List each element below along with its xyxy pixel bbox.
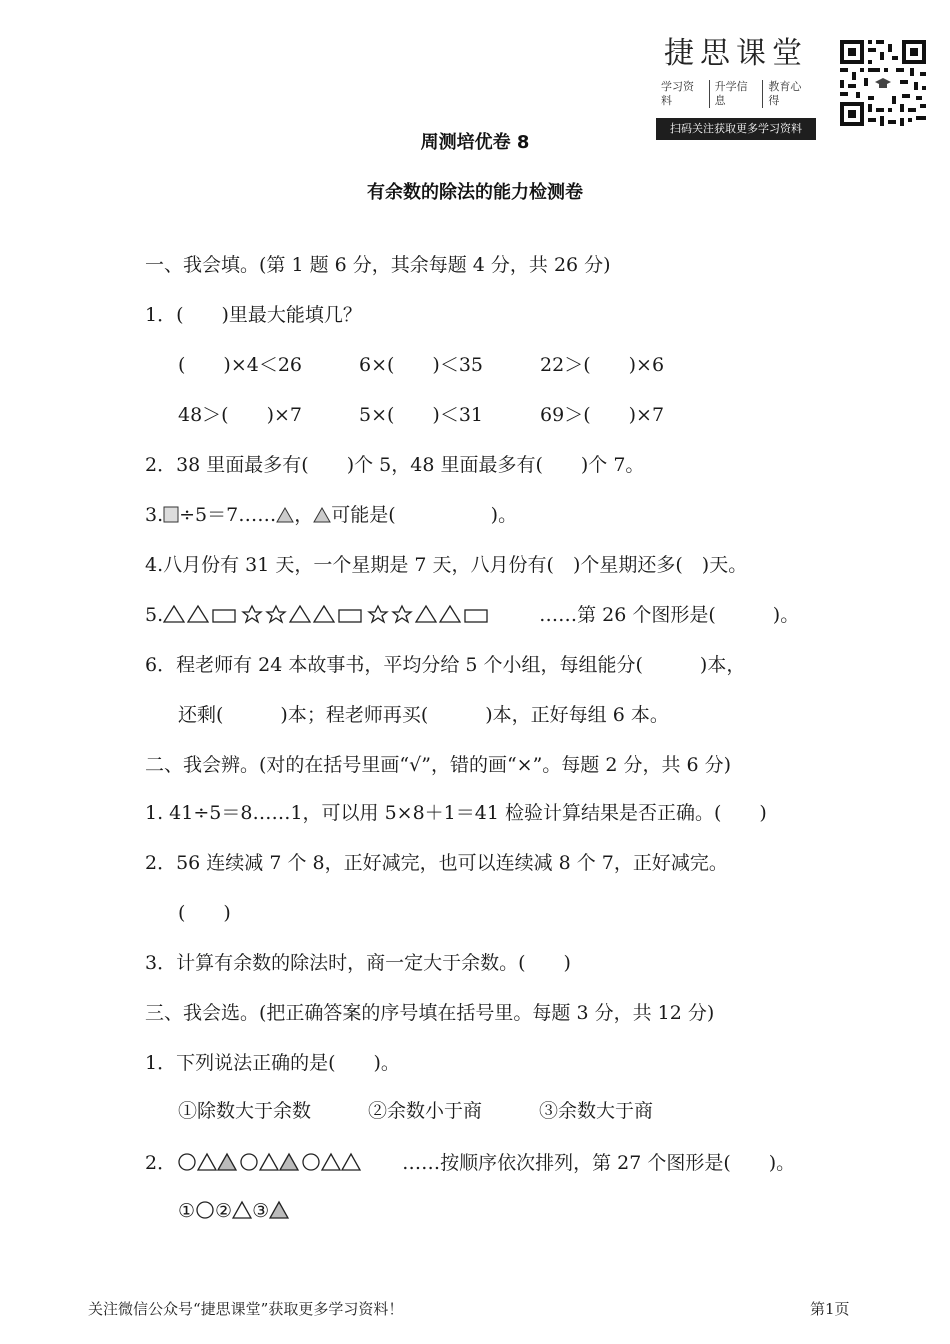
question-text: ÷5＝7…… xyxy=(179,504,277,526)
question-line: 2．56 连续减 7 个 8，正好减完，也可以连续减 8 个 7，正好减完。 xyxy=(145,852,728,874)
question-line: ( ) xyxy=(178,902,231,924)
question-text: ……按顺序依次排列，第 27 个图形是( )。 xyxy=(402,1152,796,1174)
brand-tag: 教育心得 xyxy=(768,80,802,107)
dotted-triangle-icon xyxy=(276,506,294,524)
question-line: ( )×4＜26 6×( )＜35 22＞( )×6 xyxy=(178,354,665,376)
question-line: 1．( )里最大能填几？ xyxy=(145,304,362,326)
dotted-triangle-icon xyxy=(313,506,331,524)
question-line: 6．程老师有 24 本故事书，平均分给 5 个小组，每组能分( )本， xyxy=(145,654,746,676)
question-line: 2．38 里面最多有( )个 5，48 里面最多有( )个 7。 xyxy=(145,454,645,476)
option-line: ①除数大于余数 ②余数小于商 ③余数大于商 xyxy=(178,1100,654,1122)
option-number: ② xyxy=(215,1200,233,1222)
brand-block xyxy=(656,36,816,140)
question-line: 4.八月份有 31 天，一个星期是 7 天，八月份有( )个星期还多( )天。 xyxy=(145,554,748,576)
footer-note: 关注微信公众号“捷思课堂”获取更多学习资料！ xyxy=(88,1300,404,1318)
section-heading: 一、我会填。(第 1 题 6 分，其余每题 4 分，共 26 分) xyxy=(145,254,611,276)
question-line xyxy=(145,502,517,528)
option-number: ① xyxy=(178,1200,196,1222)
brand-tags xyxy=(656,80,816,108)
brand-name: 捷思课堂 xyxy=(664,36,808,71)
shape-sequence-icon xyxy=(163,604,539,624)
option-line xyxy=(178,1198,289,1224)
triangle-icon xyxy=(232,1200,252,1220)
question-number: 5. xyxy=(145,604,164,626)
question-line: 3．计算有余数的除法时，商一定大于余数。( ) xyxy=(145,952,571,974)
question-number: 3. xyxy=(145,504,164,526)
question-line: 48＞( )×7 5×( )＜31 69＞( )×7 xyxy=(178,404,665,426)
question-text: ……第 26 个图形是( )。 xyxy=(539,604,800,626)
question-line: 1．下列说法正确的是( )。 xyxy=(145,1052,400,1074)
option-number: ③ xyxy=(252,1200,270,1222)
question-line: 1. 41÷5＝8……1，可以用 5×8＋1＝41 检验计算结果是否正确。( ) xyxy=(145,802,767,824)
section-heading: 二、我会辨。(对的在括号里画“√”，错的画“×”。每题 2 分，共 6 分) xyxy=(145,754,732,776)
question-line: 还剩( )本；程老师再买( )本，正好每组 6 本。 xyxy=(178,704,669,726)
page-number: 第1页 xyxy=(810,1300,850,1318)
question-number: 2． xyxy=(145,1152,177,1174)
shaded-triangle-icon xyxy=(269,1200,289,1220)
dotted-square-icon xyxy=(163,506,179,524)
circle-triangle-sequence-icon xyxy=(176,1152,402,1172)
question-line xyxy=(145,1150,795,1176)
brand-bar: 扫码关注获取更多学习资料 xyxy=(656,118,816,140)
section-heading: 三、我会选。(把正确答案的序号填在括号里。每题 3 分，共 12 分) xyxy=(145,1002,715,1024)
qr-code-icon[interactable] xyxy=(838,38,928,128)
question-text: 可能是( )。 xyxy=(331,504,518,526)
circle-icon xyxy=(195,1200,215,1220)
question-line xyxy=(145,602,799,628)
page-subtitle: 有余数的除法的能力检测卷 xyxy=(367,182,583,203)
brand-tag: 学习资料 xyxy=(656,80,710,108)
page-title: 周测培优卷 8 xyxy=(420,132,530,153)
brand-tag: 升学信息 xyxy=(710,80,764,108)
question-text: ， xyxy=(294,504,314,526)
